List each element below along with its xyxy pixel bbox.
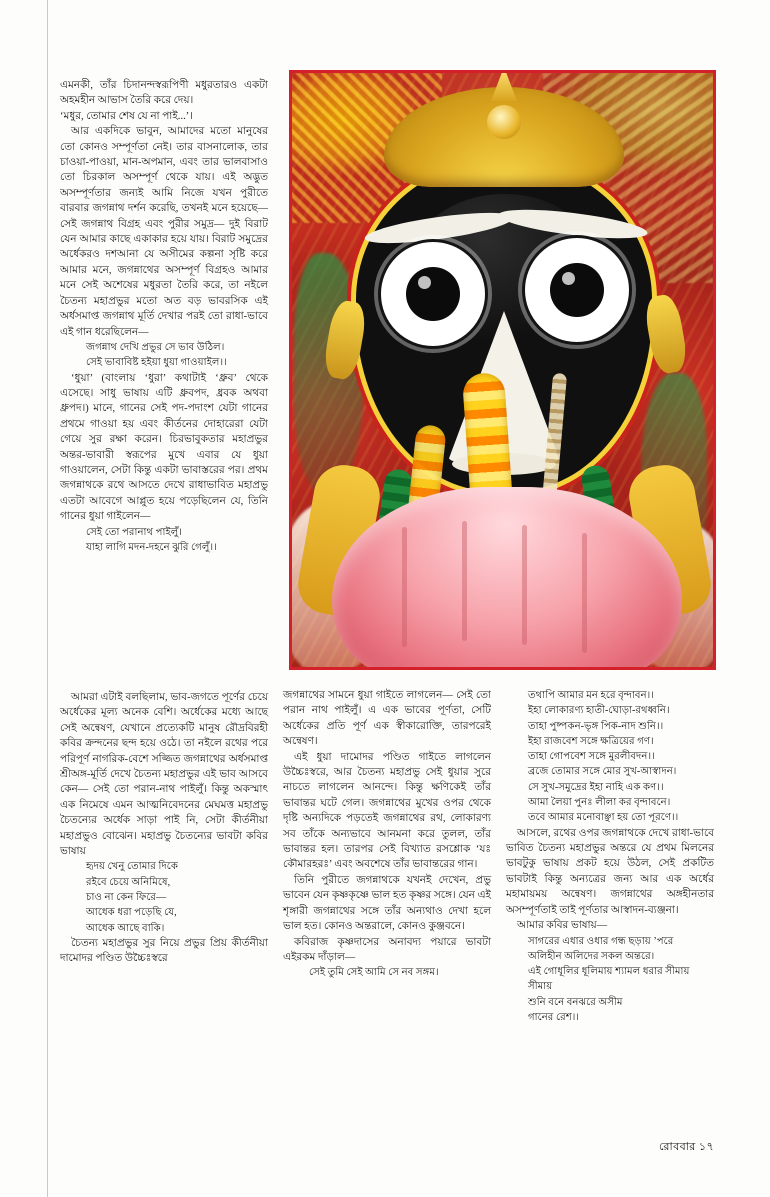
paragraph: আমার কবির ভাষায়— bbox=[517, 920, 608, 932]
paragraph: চৈতন্য মহাপ্রভুর সুর নিয়ে প্রভুর প্রিয় কীর্তনীয়া দামোদর পণ্ডিত উচ্চৈঃস্বরে bbox=[60, 937, 268, 965]
cloth-fold bbox=[522, 525, 527, 645]
verse-line: আধেক ধরা পড়েছি যে, bbox=[86, 907, 177, 919]
page-footer: রোববার ১৭ bbox=[658, 1141, 714, 1153]
cloth-fold bbox=[462, 521, 467, 641]
verse-line: হৃদয় খেনু তোমার দিকে bbox=[86, 861, 178, 873]
paragraph: এমনকী, তাঁর চিদানন্দস্বরূপিণী মধুরতারও একটা অহমহীন আভাস তৈরি করে দেয়। bbox=[60, 80, 268, 107]
column-bottom-right bbox=[506, 688, 714, 1025]
cloth-fold bbox=[402, 527, 407, 647]
verse-line: গানের রেশ।। bbox=[528, 1012, 580, 1023]
verse-line: সেই তো পরানাথ পাইলুঁ। bbox=[86, 526, 183, 538]
paragraph: জগন্নাথের সামনে ধুয়া গাইতে লাগলেন— সেই তো পরান নাথ পাইলুঁ। এ এক ভাবের পূর্ণতা, সেটি অর্ধেকের প্রতি পূর্ণ এক স্বীকারোক্তি, তারপরেই অন্বেষণ। bbox=[283, 690, 491, 748]
gutter-rule bbox=[47, 0, 48, 1197]
jagannath-deity-photograph bbox=[292, 73, 713, 667]
paragraph: এই ধুয়া দামোদর পণ্ডিত গাইতে লাগলেন উচ্চৈঃস্বরে, আর চৈতন্য মহাপ্রভু সেই ধুয়ার সুরে নাচতে লাগলেন আনন্দে। কিন্তু ক্ষণিকেই তাঁর ভাবান্তর ঘটে গেল। জগন্নাথের মুখের ওপর থেকে দৃষ্টি অন্যদিকে পড়তেই জগন্নাথের রথ, লোকারণ্য সব তাঁকে অন্যভাবে আনমনা করে তুলল, তাঁর ভাবান্তর হল। তারপর সেই বিখ্যাত রসশ্লোক ‘যঃ কৌমারহরঃ’ এবং অবশেষে তাঁর ভাবান্তরের গান। bbox=[283, 751, 491, 871]
verse-line: ইহা লোকারণ্য হাতী-ঘোড়া-রথধ্বনি। bbox=[528, 705, 670, 717]
eye-left bbox=[378, 239, 488, 349]
verse-line: তবে আমার মনোবাঞ্ছা হয় তো পূরণে।। bbox=[528, 812, 679, 824]
column-top-left bbox=[60, 78, 268, 555]
pupil-left bbox=[406, 267, 460, 321]
cloth-fold bbox=[582, 533, 587, 653]
paragraph: ‘মধুর, তোমার শেষ যে না পাই...’। bbox=[60, 110, 194, 122]
verse-line: আমা লৈয়া পুনঃ লীলা কর বৃন্দাবনে। bbox=[528, 797, 671, 809]
verse-line: ব্রজে তোমার সঙ্গে মোর সুখ-আস্বাদন। bbox=[528, 766, 677, 778]
verse-line: সেই তুমি সেই আমি সে নব সঙ্গম। bbox=[309, 967, 439, 979]
paragraph: ‘ধুয়া’ (বাংলায় ‘ধুরা’ কথাটাই ‘ধ্রুব’ থেকে এসেছে। সাধু ভাষায় এটি ধ্রুবপদ, ধ্রবক অথবা ধ্রুপদ।) মানে, গানের সেই পদ-পদাংশ যেটা গানের প্রথমে গাওয়া হয় এবং কীর্তনের দোহারেরা যেটা গেয়ে সুর রক্ষা করেন। চিরভাবুকতার মহাপ্রভুর অন্তর-ভাবারী স্বরূপের মুখে এবার যে ধুয়া গাওয়ালেন, সেটা কিন্তু একটা ভাবাস্তরের পর। প্রথম জগন্নাথকে রথে আসতে দেখে রাধাভাবিত মহাপ্রভু এতটা আবেগে আপ্লুত হয়ে পড়েছিলেন যে, তিনি গানের ধুয়া গাইলেন— bbox=[60, 372, 268, 523]
pupil-right bbox=[550, 263, 604, 317]
verse-line: সে সুখ-সমুদ্রের ইহা নাহি এক কণ।। bbox=[528, 781, 664, 793]
paragraph: আর একদিকে ভাবুন, আমাদের মতো মানুষের তো কোনও সম্পূর্ণতা নেই। তার বাসনালোক, তার চাওয়া-পাওয়া, মান-অপমান, এবং তার ভালবাসাও তো চিরকাল অসম্পূর্ণ থেকে যায়। এই অদ্ভুত অসম্পূর্ণতার জন্যই আমি নিজে যখন পুরীতে বারবার জগন্নাথ দর্শন করেছি, তখনই মনে হয়েছে— সেই জগন্নাথ বিগ্রহ এবং পুরীর সমুদ্র— দুই বিরাট যেন আমার কাছে একাকার হয়ে যায়। বিরাট সমুদ্রের অর্ধেকরও দশআনা যে অসীমের কল্পনা সৃষ্টি করে আমার মনে, জগন্নাথের অসম্পূর্ণ বিগ্রহও আমার মনে সেই অশেষের মধুরতা তৈরি করে, তা নইলে চৈতন্য মহাপ্রভুর মতো অত বড় ভাবরসিক এই অর্ধসমাপ্ত জগন্নাথ মূর্তি দেখার পরই তো রাধা-ভাবে এই গান ধরেছিলেন— bbox=[60, 126, 268, 338]
crown-jewel bbox=[487, 105, 521, 139]
verse-line: যাহা লাগি মদন-দহনে ঝুরি গেলুঁ।। bbox=[86, 541, 217, 553]
paragraph: তিনি পুরীতে জগন্নাথকে যখনই দেখেন, প্রভু ভাবেন যেন কৃষ্ণকৃষ্ণে ভাল হত কৃষ্ণর সঙ্গে। যেন এই শৃঙ্গারী জগন্নাথের সঙ্গে তাঁর অন্যথাও দেখা হলে ভাল হত। কোনও অন্তরালে, কোনও কুঞ্জবনে। bbox=[283, 874, 491, 933]
column-bottom-middle bbox=[283, 688, 491, 981]
verse-line: সাগরের এধার ওধার গন্ধ ছড়ায় ’পরে bbox=[528, 935, 674, 947]
jagannath-photo-frame bbox=[289, 70, 716, 670]
verse-line: তাহা পুষ্পকন-ভৃঙ্গ পিক-নাদ শুনি।। bbox=[528, 720, 664, 732]
eye-right bbox=[522, 235, 632, 345]
paragraph: আমরা এটাই বলছিলাম, ভাব-জগতে পূর্ণের চেয়ে অর্ধেকের মূল্য অনেক বেশি। অর্ধেকের মধ্যে আছে সেই অন্বেষণ, যেখানে প্রত্যেকটি মানুষ রৌদ্রবিরহী কবির ক্রন্দনের ছন্দ হয়ে ওঠে। তা নইলে রথের পরে পরিপূর্ণ নাগরিক-বেশে সজ্জিত জগন্নাথের অর্ধসমাপ্ত শ্রীঅঙ্গ-মূর্তি দেখে চৈতন্য মহাপ্রভুর এই ভাব আসবে কেন— সেই তো পরান-নাথ পাইলুঁ। কিন্তু অকস্মাৎ এক নিমেষে এমন আত্মনিবেদনের মেঘমত্ত মহাপ্রভু চৈতন্যের অর্ধেক সাড়া পাই নি, সেটা কীর্তনীয়া মহাপ্রভুও বোঝেন। মহাপ্রভু চৈতন্যের ভাবটা কবির ভাষায় bbox=[60, 692, 268, 858]
verse-line: আধেক আছে বাকি। bbox=[86, 922, 165, 934]
verse-line: জগন্নাথ দেখি প্রভুর সে ভাব উঠিল। bbox=[86, 341, 225, 353]
verse-line: শুনি বনে বনঝরে অসীম bbox=[528, 996, 623, 1008]
column-bottom-left bbox=[60, 690, 268, 967]
verse-line: রইবে চেয়ে অনিমিষে, bbox=[86, 876, 171, 888]
paragraph: কবিরাজ কৃষ্ণদাসের অনাবদ্য পয়ারে ভাবটা এইরকম দাঁড়াল— bbox=[283, 936, 491, 963]
verse-line: তথাপি আমার মন হরে বৃন্দাবন।। bbox=[528, 690, 654, 701]
verse-line: অলিহীন অলিদের সকল অন্তরে। bbox=[528, 950, 655, 962]
verse-line: সেই ভাবাবিষ্ট হইয়া ধুয়া গাওয়াইল।। bbox=[86, 357, 227, 369]
verse-line: চাও না কেন ফিরে— bbox=[86, 892, 167, 904]
verse-line: ইহা রাজবেশ সঙ্গে ক্ষত্রিয়ের গণ। bbox=[528, 735, 654, 747]
paragraph: আসলে, রথের ওপর জগন্নাথকে দেখে রাধা-ভাবে ভাবিত চৈতন্য মহাপ্রভুর অন্তরে যে প্রথম মিলনের ভাবটুকু ভাষায় প্রকট হয়ে উঠল, সেই প্রকটিত ভাবটাই কিন্তু অন্যত্রের জন্য আর এক অর্ধের মহামায়ময় অন্বেষণ। জগন্নাথের অঙ্গহীনতার অসম্পূর্ণতাই তাই পূর্ণতার আস্বাদন-ব্যঞ্জনা। bbox=[506, 827, 714, 916]
verse-line: এই গোধূলির ধূলিমায় শ্যামল ধরার সীমায় সীমায় bbox=[528, 966, 690, 993]
verse-line: তাহা গোপবেশ সঙ্গে মুরলীবদন।। bbox=[528, 751, 655, 763]
